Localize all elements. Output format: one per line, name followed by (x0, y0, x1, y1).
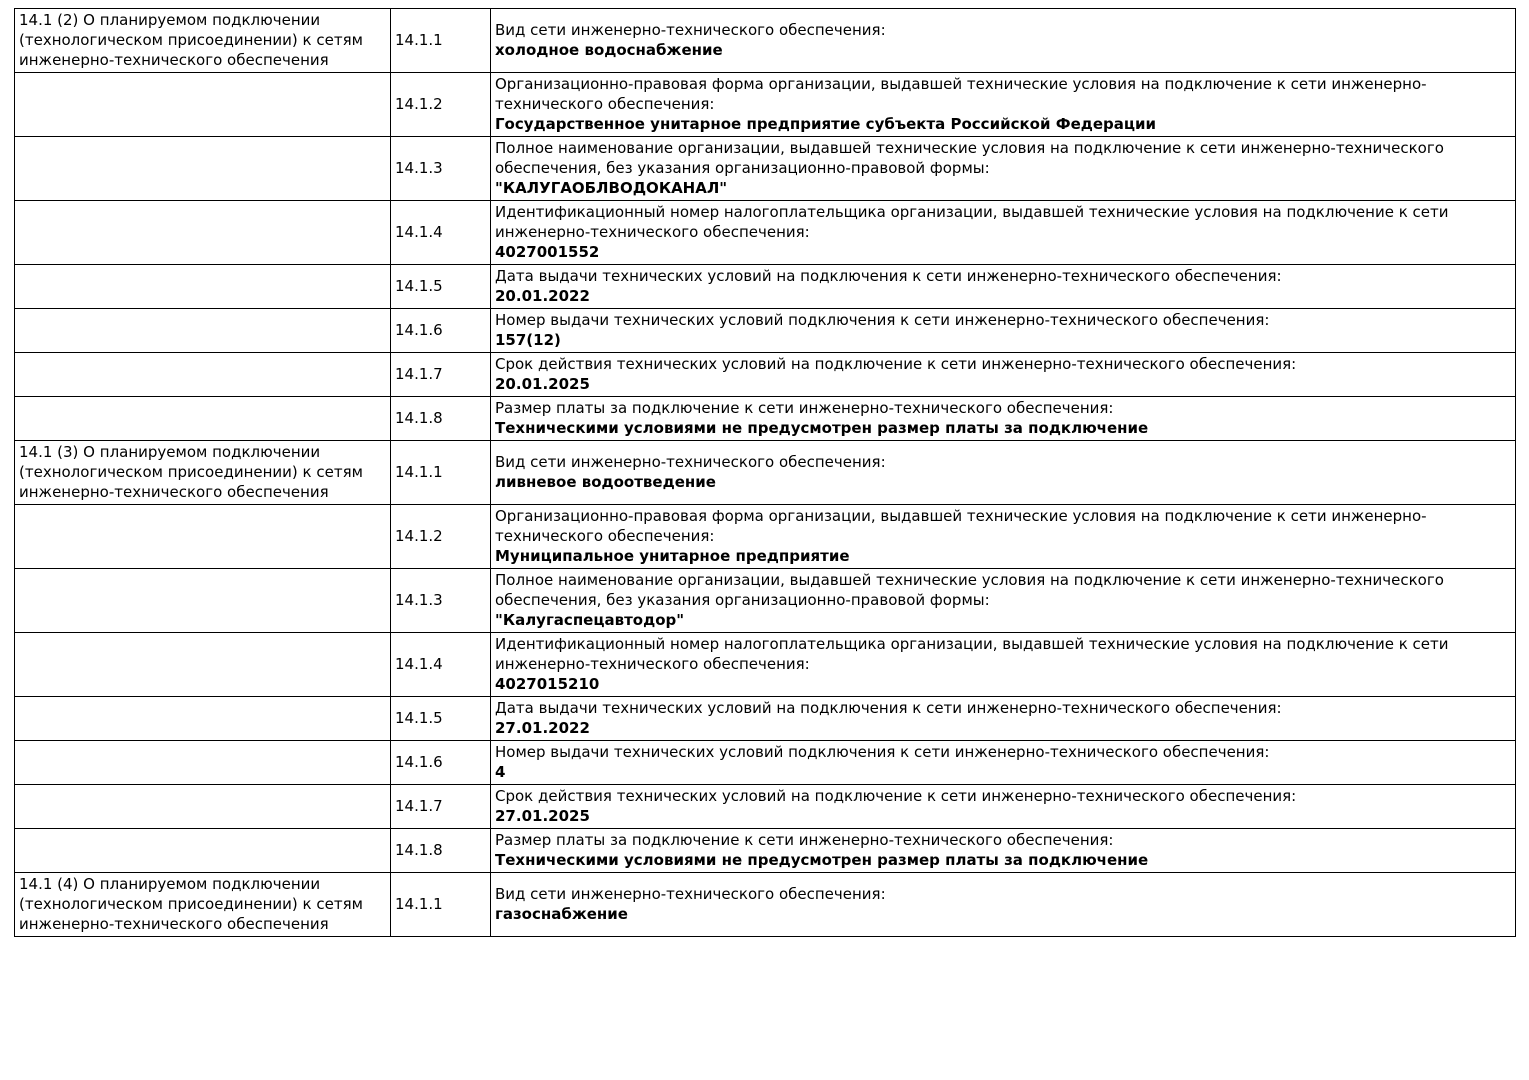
field-label: Полное наименование организации, выдавшей технические условия на подключение к сети инженерно-технического обеспечения, без указания организационно-правовой формы: (495, 571, 1444, 609)
field-label: Организационно-правовая форма организации, выдавшей технические условия на подключение к сети инженерно-технического обеспечения: (495, 75, 1427, 113)
field-value: ливневое водоотведение (495, 473, 716, 491)
row-number-cell: 14.1.1 (391, 441, 491, 505)
field-label: Срок действия технических условий на подключение к сети инженерно-технического обеспечения: (495, 355, 1297, 373)
row-content-cell (491, 397, 1516, 441)
table-row (15, 829, 1516, 873)
section-title-cell-empty (15, 265, 391, 309)
row-number-cell: 14.1.7 (391, 353, 491, 397)
row-number-cell: 14.1.4 (391, 201, 491, 265)
table-row (15, 441, 1516, 505)
section-title-cell-empty (15, 785, 391, 829)
section-title-cell-empty (15, 633, 391, 697)
field-value: газоснабжение (495, 905, 628, 923)
section-title-cell-empty (15, 137, 391, 201)
row-content-cell (491, 137, 1516, 201)
row-content-cell (491, 697, 1516, 741)
field-label: Номер выдачи технических условий подключения к сети инженерно-технического обеспечения: (495, 743, 1270, 761)
field-value: 20.01.2025 (495, 375, 590, 393)
field-value: 27.01.2022 (495, 719, 590, 737)
row-content-cell (491, 741, 1516, 785)
row-content-cell (491, 633, 1516, 697)
field-label: Вид сети инженерно-технического обеспечения: (495, 885, 886, 903)
table-row (15, 73, 1516, 137)
row-content-cell (491, 73, 1516, 137)
row-content-cell (491, 441, 1516, 505)
row-number-cell: 14.1.1 (391, 873, 491, 937)
row-number-cell: 14.1.2 (391, 505, 491, 569)
row-number-cell: 14.1.8 (391, 829, 491, 873)
field-label: Дата выдачи технических условий на подключения к сети инженерно-технического обеспечения: (495, 267, 1282, 285)
row-number-cell: 14.1.2 (391, 73, 491, 137)
field-label: Вид сети инженерно-технического обеспечения: (495, 21, 886, 39)
field-value: 4 (495, 763, 506, 781)
field-label: Вид сети инженерно-технического обеспечения: (495, 453, 886, 471)
field-value: Техническими условиями не предусмотрен размер платы за подключение (495, 419, 1149, 437)
field-value: 4027015210 (495, 675, 600, 693)
row-content-cell (491, 569, 1516, 633)
row-content-cell (491, 505, 1516, 569)
row-number-cell: 14.1.6 (391, 741, 491, 785)
table-row (15, 569, 1516, 633)
declaration-table (14, 8, 1516, 937)
table-row (15, 785, 1516, 829)
field-value: 27.01.2025 (495, 807, 590, 825)
row-number-cell: 14.1.7 (391, 785, 491, 829)
field-label: Срок действия технических условий на подключение к сети инженерно-технического обеспечения: (495, 787, 1297, 805)
field-label: Размер платы за подключение к сети инженерно-технического обеспечения: (495, 831, 1114, 849)
field-label: Полное наименование организации, выдавшей технические условия на подключение к сети инженерно-технического обеспечения, без указания организационно-правовой формы: (495, 139, 1444, 177)
section-title-cell-empty (15, 353, 391, 397)
section-title-cell-empty (15, 73, 391, 137)
row-content-cell (491, 9, 1516, 73)
field-label: Номер выдачи технических условий подключения к сети инженерно-технического обеспечения: (495, 311, 1270, 329)
section-title-cell-empty (15, 505, 391, 569)
field-label: Дата выдачи технических условий на подключения к сети инженерно-технического обеспечения: (495, 699, 1282, 717)
section-title-cell-empty (15, 829, 391, 873)
table-row (15, 697, 1516, 741)
table-row (15, 137, 1516, 201)
row-content-cell (491, 309, 1516, 353)
table-row (15, 397, 1516, 441)
row-number-cell: 14.1.6 (391, 309, 491, 353)
field-value: Муниципальное унитарное предприятие (495, 547, 850, 565)
table-row (15, 265, 1516, 309)
table-body (15, 9, 1516, 937)
section-title-cell: 14.1 (4) О планируемом подключении (технологическом присоединении) к сетям инженерно-технического обеспечения (15, 873, 391, 937)
table-row (15, 353, 1516, 397)
row-number-cell: 14.1.4 (391, 633, 491, 697)
row-number-cell: 14.1.3 (391, 137, 491, 201)
row-content-cell (491, 873, 1516, 937)
field-value: 4027001552 (495, 243, 600, 261)
row-content-cell (491, 265, 1516, 309)
section-title-cell: 14.1 (2) О планируемом подключении (технологическом присоединении) к сетям инженерно-технического обеспечения (15, 9, 391, 73)
field-value: Техническими условиями не предусмотрен размер платы за подключение (495, 851, 1149, 869)
field-label: Идентификационный номер налогоплательщика организации, выдавшей технические условия на подключение к сети инженерно-технического обеспечения: (495, 203, 1449, 241)
table-row (15, 505, 1516, 569)
row-content-cell (491, 785, 1516, 829)
section-title-cell-empty (15, 697, 391, 741)
row-content-cell (491, 353, 1516, 397)
field-value: холодное водоснабжение (495, 41, 723, 59)
row-number-cell: 14.1.1 (391, 9, 491, 73)
table-row (15, 9, 1516, 73)
field-label: Организационно-правовая форма организации, выдавшей технические условия на подключение к сети инженерно-технического обеспечения: (495, 507, 1427, 545)
field-label: Размер платы за подключение к сети инженерно-технического обеспечения: (495, 399, 1114, 417)
table-row (15, 309, 1516, 353)
row-number-cell: 14.1.3 (391, 569, 491, 633)
field-value: 20.01.2022 (495, 287, 590, 305)
field-label: Идентификационный номер налогоплательщика организации, выдавшей технические условия на подключение к сети инженерно-технического обеспечения: (495, 635, 1449, 673)
row-content-cell (491, 829, 1516, 873)
section-title-cell-empty (15, 201, 391, 265)
row-number-cell: 14.1.5 (391, 697, 491, 741)
field-value: "КАЛУГАОБЛВОДОКАНАЛ" (495, 179, 728, 197)
row-number-cell: 14.1.5 (391, 265, 491, 309)
section-title-cell-empty (15, 397, 391, 441)
field-value: Государственное унитарное предприятие субъекта Российской Федерации (495, 115, 1157, 133)
section-title-cell-empty (15, 309, 391, 353)
field-value: "Калугаспецавтодор" (495, 611, 685, 629)
field-value: 157(12) (495, 331, 561, 349)
table-row (15, 201, 1516, 265)
section-title-cell-empty (15, 741, 391, 785)
row-content-cell (491, 201, 1516, 265)
section-title-cell: 14.1 (3) О планируемом подключении (технологическом присоединении) к сетям инженерно-технического обеспечения (15, 441, 391, 505)
table-row (15, 741, 1516, 785)
table-row (15, 633, 1516, 697)
table-row (15, 873, 1516, 937)
section-title-cell-empty (15, 569, 391, 633)
row-number-cell: 14.1.8 (391, 397, 491, 441)
